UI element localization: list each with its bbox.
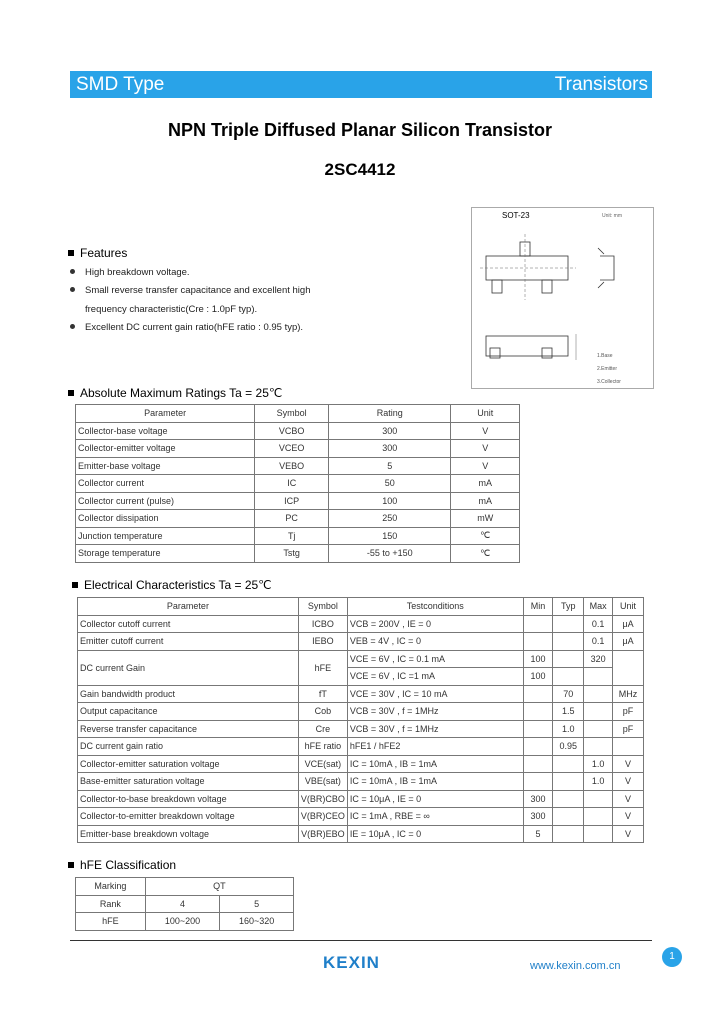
table-cell: V: [613, 755, 644, 773]
table-cell: 320: [584, 650, 613, 668]
header-band: [70, 71, 652, 98]
table-cell: Unit: [451, 405, 520, 423]
table-cell: 0.1: [584, 615, 613, 633]
table-cell: Reverse transfer capacitance: [78, 720, 299, 738]
table-cell: 100: [523, 668, 553, 686]
table-cell: [613, 650, 644, 685]
table-cell: V(BR)CBO: [298, 790, 347, 808]
package-drawing: [471, 207, 654, 389]
table-row: [78, 720, 644, 738]
table-cell: V: [613, 825, 644, 843]
table-cell: mA: [451, 492, 520, 510]
table-cell: 300: [523, 790, 553, 808]
table-cell: Unit: [613, 598, 644, 616]
table-row: [78, 808, 644, 826]
table-cell: Testconditions: [347, 598, 523, 616]
hfe-table: [75, 877, 294, 931]
table-header-row: [76, 405, 520, 423]
table-cell: [553, 615, 584, 633]
table-cell: [584, 825, 613, 843]
table-cell: hFE ratio: [298, 738, 347, 756]
table-cell: fT: [298, 685, 347, 703]
table-row: [78, 790, 644, 808]
table-cell: Collector-emitter voltage: [76, 440, 255, 458]
table-cell: Base-emitter saturation voltage: [78, 773, 299, 791]
table-cell: Max: [584, 598, 613, 616]
table-cell: Storage temperature: [76, 545, 255, 563]
table-row: [76, 510, 520, 528]
table-cell: V: [613, 773, 644, 791]
table-cell: Output capacitance: [78, 703, 299, 721]
table-cell: [584, 808, 613, 826]
pin-label: 1.Base: [597, 353, 613, 359]
table-cell: 50: [329, 475, 451, 493]
brand-logo: KEXIN: [323, 953, 380, 972]
package-unit: Unit: mm: [602, 213, 622, 219]
page-number: 1: [662, 947, 682, 967]
table-cell: [553, 790, 584, 808]
table-cell: V: [451, 440, 520, 458]
table-row: [76, 475, 520, 493]
table-cell: Emitter-base breakdown voltage: [78, 825, 299, 843]
table-cell: VCE = 30V , IC = 10 mA: [347, 685, 523, 703]
table-cell: Emitter cutoff current: [78, 633, 299, 651]
table-cell: Symbol: [298, 598, 347, 616]
table-cell: 1.0: [553, 720, 584, 738]
table-cell: MHz: [613, 685, 644, 703]
table-cell: [523, 755, 553, 773]
table-row: [76, 492, 520, 510]
table-row: [76, 457, 520, 475]
table-cell: pF: [613, 720, 644, 738]
table-cell: Parameter: [76, 405, 255, 423]
table-cell: [553, 650, 584, 668]
table-row: [78, 633, 644, 651]
table-cell: 0.95: [553, 738, 584, 756]
feature-item: Excellent DC current gain ratio(hFE ratio : 0.95 typ).: [70, 322, 303, 333]
hfe-cell: hFE: [76, 913, 146, 931]
table-cell: Tj: [255, 527, 329, 545]
table-cell: mA: [451, 475, 520, 493]
table-cell: Cob: [298, 703, 347, 721]
table-cell: [523, 633, 553, 651]
table-cell: hFE: [298, 650, 347, 685]
table-cell: [523, 703, 553, 721]
hfe-cell: Rank: [76, 895, 146, 913]
table-cell: [553, 773, 584, 791]
table-cell: V: [451, 457, 520, 475]
pin-label: 3.Collector: [597, 379, 621, 385]
table-cell: [584, 720, 613, 738]
table-cell: 300: [329, 440, 451, 458]
table-cell: [553, 825, 584, 843]
abs-max-heading: Absolute Maximum Ratings Ta = 25℃: [68, 386, 282, 400]
table-cell: IEBO: [298, 633, 347, 651]
hfe-heading: hFE Classification: [68, 858, 176, 872]
hfe-cell: 5: [220, 895, 294, 913]
table-cell: [584, 703, 613, 721]
table-cell: Emitter-base voltage: [76, 457, 255, 475]
table-cell: Collector-base voltage: [76, 422, 255, 440]
table-row: [78, 703, 644, 721]
table-cell: -55 to +150: [329, 545, 451, 563]
table-cell: Collector-to-base breakdown voltage: [78, 790, 299, 808]
table-cell: [553, 633, 584, 651]
table-cell: [523, 773, 553, 791]
table-cell: 1.0: [584, 773, 613, 791]
feature-item: Small reverse transfer capacitance and excellent high: [70, 285, 310, 296]
table-cell: VCE = 6V , IC =1 mA: [347, 668, 523, 686]
page-title: NPN Triple Diffused Planar Silicon Transistor: [167, 120, 553, 140]
table-cell: μA: [613, 615, 644, 633]
table-cell: [553, 668, 584, 686]
table-cell: Collector cutoff current: [78, 615, 299, 633]
table-cell: 5: [523, 825, 553, 843]
table-row: [78, 755, 644, 773]
table-cell: IC = 10mA , IB = 1mA: [347, 755, 523, 773]
table-cell: 300: [523, 808, 553, 826]
table-cell: VEB = 4V , IC = 0: [347, 633, 523, 651]
table-cell: [613, 738, 644, 756]
elec-heading: Electrical Characteristics Ta = 25℃: [72, 578, 272, 592]
abs-max-table: [75, 404, 520, 563]
hfe-cell: 4: [145, 895, 220, 913]
table-cell: 100: [329, 492, 451, 510]
table-cell: Collector-emitter saturation voltage: [78, 755, 299, 773]
table-cell: 0.1: [584, 633, 613, 651]
table-cell: V(BR)EBO: [298, 825, 347, 843]
table-row: [76, 440, 520, 458]
table-cell: IE = 10μA , IC = 0: [347, 825, 523, 843]
table-cell: [523, 720, 553, 738]
table-cell: VCB = 30V , f = 1MHz: [347, 703, 523, 721]
table-cell: VCE = 6V , IC = 0.1 mA: [347, 650, 523, 668]
part-number: 2SC4412: [324, 160, 396, 179]
feature-item: frequency characteristic(Cre : 1.0pF typ).: [85, 304, 258, 315]
table-cell: Typ: [553, 598, 584, 616]
footer-divider: [70, 940, 652, 941]
table-row: [78, 773, 644, 791]
table-cell: V: [613, 790, 644, 808]
table-cell: 70: [553, 685, 584, 703]
table-cell: 100: [523, 650, 553, 668]
table-row: [78, 615, 644, 633]
table-cell: VCEO: [255, 440, 329, 458]
header-right: Transistors: [554, 74, 648, 95]
table-row: [78, 650, 644, 668]
table-cell: Rating: [329, 405, 451, 423]
table-cell: hFE1 / hFE2: [347, 738, 523, 756]
table-cell: [584, 685, 613, 703]
table-row: [78, 825, 644, 843]
table-header-row: [78, 598, 644, 616]
table-cell: IC = 10mA , IB = 1mA: [347, 773, 523, 791]
table-row: [78, 738, 644, 756]
hfe-cell: QT: [145, 878, 293, 896]
table-cell: IC = 1mA , RBE = ∞: [347, 808, 523, 826]
table-cell: [553, 755, 584, 773]
table-cell: Min: [523, 598, 553, 616]
table-cell: μA: [613, 633, 644, 651]
footer-url[interactable]: www.kexin.com.cn: [530, 960, 621, 972]
table-cell: VBE(sat): [298, 773, 347, 791]
table-cell: [584, 738, 613, 756]
elec-table: [77, 597, 644, 843]
table-cell: Collector-to-emitter breakdown voltage: [78, 808, 299, 826]
table-cell: IC = 10μA , IE = 0: [347, 790, 523, 808]
table-cell: [584, 668, 613, 686]
table-cell: Gain bandwidth product: [78, 685, 299, 703]
table-cell: 250: [329, 510, 451, 528]
table-cell: 5: [329, 457, 451, 475]
package-outline: [472, 208, 653, 388]
table-row: [76, 527, 520, 545]
table-cell: Collector current: [76, 475, 255, 493]
hfe-cell: Marking: [76, 878, 146, 896]
table-cell: DC current Gain: [78, 650, 299, 685]
table-cell: [523, 615, 553, 633]
table-row: [76, 545, 520, 563]
table-cell: [584, 790, 613, 808]
pin-label: 2.Emitter: [597, 366, 618, 372]
header-left: SMD Type: [76, 74, 165, 95]
table-cell: 150: [329, 527, 451, 545]
table-cell: Collector dissipation: [76, 510, 255, 528]
table-cell: V: [613, 808, 644, 826]
table-cell: mW: [451, 510, 520, 528]
table-cell: [553, 808, 584, 826]
table-cell: Symbol: [255, 405, 329, 423]
table-cell: 1.0: [584, 755, 613, 773]
features-heading: Features: [68, 246, 127, 260]
table-row: [78, 685, 644, 703]
table-cell: [523, 738, 553, 756]
package-name: SOT-23: [502, 211, 530, 220]
feature-item: High breakdown voltage.: [70, 267, 190, 278]
table-cell: VEBO: [255, 457, 329, 475]
table-cell: Cre: [298, 720, 347, 738]
table-cell: VCB = 200V , IE = 0: [347, 615, 523, 633]
table-cell: VCB = 30V , f = 1MHz: [347, 720, 523, 738]
table-cell: IC: [255, 475, 329, 493]
table-cell: ICP: [255, 492, 329, 510]
table-cell: V: [451, 422, 520, 440]
table-cell: ℃: [451, 545, 520, 563]
table-cell: ℃: [451, 527, 520, 545]
table-cell: 1.5: [553, 703, 584, 721]
table-cell: Collector current (pulse): [76, 492, 255, 510]
table-cell: PC: [255, 510, 329, 528]
table-cell: 300: [329, 422, 451, 440]
table-cell: DC current gain ratio: [78, 738, 299, 756]
table-cell: ICBO: [298, 615, 347, 633]
hfe-cell: 160~320: [220, 913, 294, 931]
table-cell: Junction temperature: [76, 527, 255, 545]
table-cell: VCE(sat): [298, 755, 347, 773]
table-cell: VCBO: [255, 422, 329, 440]
table-cell: V(BR)CEO: [298, 808, 347, 826]
table-cell: [523, 685, 553, 703]
table-cell: pF: [613, 703, 644, 721]
table-row: [76, 422, 520, 440]
table-cell: Parameter: [78, 598, 299, 616]
table-cell: Tstg: [255, 545, 329, 563]
hfe-cell: 100~200: [145, 913, 220, 931]
